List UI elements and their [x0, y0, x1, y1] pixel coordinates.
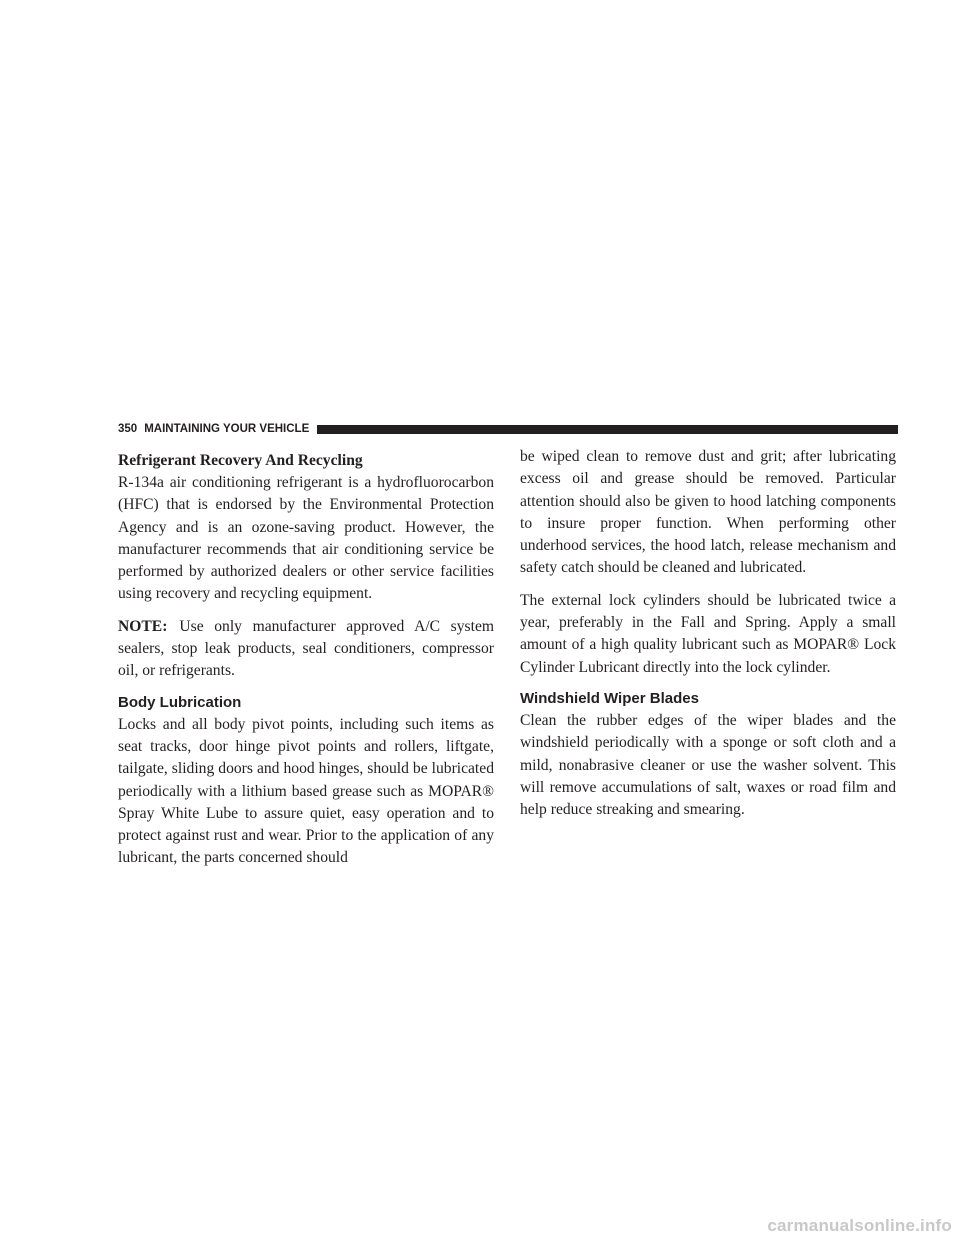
header-rule [317, 425, 898, 434]
refrigerant-paragraph: R-134a air conditioning refrigerant is a hydrofluorocarbon (HFC) that is endorsed by the Environmental Protection Agency and is an ozone-saving product. However, the manufacturer recommends that air conditioning service be performed by authorized dealers or other service facilities using recovery and recycling equipment. [118, 474, 494, 603]
wiper-blades-paragraph: Clean the rubber edges of the wiper blades and the windshield periodically with a sponge or soft cloth and a mild, nonabrasive cleaner or use the washer solvent. This will remove accumulations of salt, waxes or road film and help reduce streaking and smearing. [520, 711, 896, 819]
right-column [520, 446, 896, 831]
watermark-text: carmanualsonline.info [767, 1216, 952, 1235]
lubrication-continued-paragraph: be wiped clean to remove dust and grit; after lubricating excess oil and grease should be removed. Particular attention should also be given to hood latching components to insure proper function. When performing other underhood services, the hood latch, release mechanism and safety catch should be cleaned and lubricated. [520, 448, 896, 577]
page-header [118, 422, 898, 436]
refrigerant-heading: Refrigerant Recovery And Recycling [118, 452, 363, 469]
section-title: MAINTAINING YOUR VEHICLE [144, 423, 310, 435]
note-text: Use only manufacturer approved A/C system sealers, stop leak products, seal conditioners, compressor oil, or refrigerants. [118, 617, 494, 680]
lock-cylinder-paragraph: The external lock cylinders should be lubricated twice a year, preferably in the Fall and Spring. Apply a small amount of a high quality lubricant such as MOPAR® Lock Cylinder Lubricant directly into the lock cylinder. [520, 591, 896, 676]
note-label: NOTE: [118, 617, 168, 635]
page-number: 350 [118, 423, 138, 435]
note-paragraph [118, 616, 494, 683]
body-lubrication-heading: Body Lubrication [118, 693, 242, 711]
wiper-blades-heading: Windshield Wiper Blades [520, 689, 699, 707]
left-column [118, 450, 494, 880]
body-lubrication-paragraph: Locks and all body pivot points, including such items as seat tracks, door hinge pivot points and rollers, liftgate, tailgate, sliding doors and hood hinges, should be lubricated periodically with a lithium based grease such as MOPAR® Spray White Lube to assure quiet, easy operation and to protect against rust and wear. Prior to the application of any lubricant, the parts concerned should [118, 715, 494, 867]
